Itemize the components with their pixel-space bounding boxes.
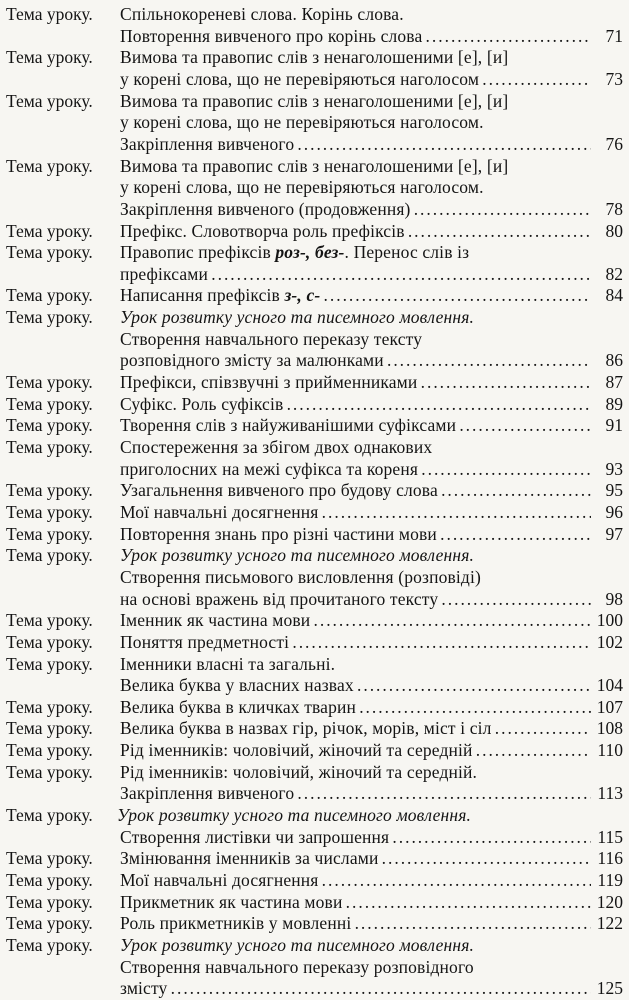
page-number: 71 xyxy=(605,25,623,46)
toc-entry xyxy=(0,306,629,328)
page-number: 102 xyxy=(596,631,623,652)
entry-title: Спостереження за збігом двох однакових xyxy=(120,437,433,457)
topic-label: Тема уроку. xyxy=(6,696,93,717)
topic-label: Тема уроку. xyxy=(6,913,93,934)
toc-entry xyxy=(0,544,629,566)
page-number: 100 xyxy=(596,610,623,631)
page-number: 95 xyxy=(605,480,623,501)
entry-title: Велика буква в кличках тварин . . . xyxy=(120,696,591,718)
page-number: 93 xyxy=(605,458,623,479)
topic-label: Тема уроку. xyxy=(6,718,93,739)
page-number: 78 xyxy=(605,198,623,219)
toc-entry xyxy=(0,90,629,112)
topic-label: Тема уроку. xyxy=(6,90,93,111)
page-number: 82 xyxy=(605,263,623,284)
page-number: 91 xyxy=(605,415,623,436)
toc-entry xyxy=(0,68,629,90)
toc-entry xyxy=(0,349,629,371)
toc-entry xyxy=(0,155,629,177)
entry-title: Суфікс. Роль суфіксів . . . xyxy=(120,393,591,415)
topic-label: Тема уроку. xyxy=(6,220,93,241)
entry-title: у корені слова, що не перевіряються наголосом. xyxy=(120,112,484,133)
entry-title: Узагальнення вивченого про будову слова . . . xyxy=(120,479,591,501)
entry-title: Іменники власні та загальні. xyxy=(120,653,336,674)
toc-entry xyxy=(0,717,629,739)
page-number: 120 xyxy=(596,891,623,912)
entry-title: Прикметник як частина мови . . . xyxy=(120,891,591,913)
topic-label: Тема уроку. xyxy=(6,393,93,414)
toc-entry xyxy=(0,739,629,761)
toc-entry xyxy=(0,847,629,869)
entry-title: Мої навчальні досягнення . . . xyxy=(120,501,591,523)
topic-label: Тема уроку. xyxy=(6,242,93,263)
entry-title: Вимова та правопис слів з ненаголошеними [е], [и] xyxy=(120,155,509,176)
toc-entry xyxy=(0,3,629,25)
entry-title: Повторення вивченого про корінь слова . . . xyxy=(120,25,591,47)
entry-title xyxy=(120,284,591,306)
entry-title-part: . Перенос слів із xyxy=(344,242,470,263)
page-number: 113 xyxy=(597,783,623,804)
toc-entry xyxy=(0,25,629,47)
topic-label: Тема уроку. xyxy=(6,372,93,393)
page-number: 89 xyxy=(605,393,623,414)
entry-title: Вимова та правопис слів з ненаголошеними [е], [и] xyxy=(120,90,509,111)
toc-entry xyxy=(0,263,629,285)
topic-label: Тема уроку. xyxy=(6,480,93,501)
entry-title: Спільнокореневі слова. Корінь слова. xyxy=(120,4,404,24)
entry-title: Створення письмового висловлення (розповіді) xyxy=(120,566,481,587)
page-number: 73 xyxy=(605,68,623,89)
entry-title: у корені слова, що не перевіряються наголосом. xyxy=(120,177,484,198)
page-number: 125 xyxy=(596,978,623,999)
toc-entry xyxy=(0,220,629,242)
entry-title: Рід іменників: чоловічий, жіночий та середній. xyxy=(120,761,478,782)
topic-label: Тема уроку. xyxy=(6,761,93,782)
toc-entry xyxy=(0,328,629,350)
entry-title: Мої навчальні досягнення . . . xyxy=(120,869,591,891)
topic-label: Тема уроку. xyxy=(6,610,93,631)
entry-title-part: Правопис префіксів xyxy=(120,242,276,263)
page-number: 108 xyxy=(596,718,623,739)
toc-entry xyxy=(0,501,629,523)
toc-entry xyxy=(0,176,629,198)
entry-title: Поняття предметності . . . xyxy=(120,631,591,653)
toc-entry xyxy=(0,891,629,913)
entry-title: Створення навчального переказу тексту xyxy=(120,328,423,349)
entry-title: Закріплення вивченого . . . xyxy=(120,782,591,804)
topic-label: Тема уроку. xyxy=(6,501,93,522)
toc-entry xyxy=(0,588,629,610)
toc-entry xyxy=(0,912,629,934)
toc-entry xyxy=(0,609,629,631)
toc-entry xyxy=(0,458,629,480)
page-number: 119 xyxy=(597,870,623,890)
topic-label: Тема уроку. xyxy=(6,653,93,674)
toc-entry xyxy=(0,284,629,306)
entry-title: Закріплення вивченого (продовження) . . . xyxy=(120,198,591,220)
page-number: 86 xyxy=(605,350,623,371)
entry-title: Створення листівки чи запрошення . . . xyxy=(120,826,591,848)
toc-entry xyxy=(0,956,629,978)
topic-label: Тема уроку. xyxy=(6,740,93,761)
toc-entry xyxy=(0,761,629,783)
topic-label: Тема уроку. xyxy=(6,285,93,306)
topic-label: Тема уроку. xyxy=(6,4,93,24)
prefix-emphasis: з-, с- xyxy=(284,285,321,306)
entry-title: Урок розвитку усного та писемного мовлення. xyxy=(117,805,472,826)
topic-label: Тема уроку. xyxy=(6,934,93,955)
page-number: 115 xyxy=(597,826,623,847)
page-number: 110 xyxy=(597,740,623,761)
entry-title: Урок розвитку усного та писемного мовлення. xyxy=(120,934,475,955)
topic-label: Тема уроку. xyxy=(6,805,93,826)
entry-title: у корені слова, що не перевіряються наголосом . . . xyxy=(120,68,591,90)
page-number: 80 xyxy=(605,220,623,241)
page-number: 97 xyxy=(605,523,623,544)
entry-title: приголосних на межі суфікса та кореня . . . xyxy=(120,458,591,480)
entry-title: Велика буква у власних назвах . . . xyxy=(120,674,591,696)
entry-title: Рід іменників: чоловічий, жіночий та середній . . . xyxy=(120,739,591,761)
entry-title: Префікс. Словотворча роль префіксів . . . xyxy=(120,220,591,242)
toc-entry xyxy=(0,653,629,675)
entry-title: Урок розвитку усного та писемного мовлення. xyxy=(120,545,475,566)
entry-title: Урок розвитку усного та писемного мовлення. xyxy=(120,307,475,328)
page-number: 87 xyxy=(605,372,623,393)
entry-title: на основі вражень від прочитаного тексту . . . xyxy=(120,588,591,610)
page-number: 122 xyxy=(596,913,623,934)
entry-title: змісту . . . xyxy=(120,977,591,999)
topic-label: Тема уроку. xyxy=(6,891,93,912)
topic-label: Тема уроку. xyxy=(6,47,93,68)
toc-entry xyxy=(0,111,629,133)
toc-entry xyxy=(0,804,629,826)
toc-entry xyxy=(0,826,629,848)
toc-entry xyxy=(0,198,629,220)
entry-title: Творення слів з найуживанішими суфіксами . . . xyxy=(120,414,591,436)
entry-title: префіксами . . . xyxy=(120,263,591,285)
entry-title-part: Написання префіксів xyxy=(120,285,285,306)
topic-label: Тема уроку. xyxy=(6,848,93,869)
entry-title: Закріплення вивченого . . . xyxy=(120,133,591,155)
topic-label: Тема уроку. xyxy=(6,870,93,890)
entry-title: Іменник як частина мови . . . xyxy=(120,609,591,631)
entry-title: Префікси, співзвучні з прийменниками . . . xyxy=(120,371,591,393)
entry-title: Створення навчального переказу розповідного xyxy=(120,956,474,977)
toc-entry xyxy=(0,869,629,891)
page-number: 96 xyxy=(605,501,623,522)
toc-entry xyxy=(0,696,629,718)
toc-entry xyxy=(0,393,629,415)
toc-entry xyxy=(0,414,629,436)
toc-entry xyxy=(0,674,629,696)
entry-title: Вимова та правопис слів з ненаголошеними [е], [и] xyxy=(120,47,509,68)
page-number: 104 xyxy=(596,675,623,696)
page-number: 116 xyxy=(597,848,623,869)
entry-title: розповідного змісту за малюнками . . . xyxy=(120,349,591,371)
topic-label: Тема уроку. xyxy=(6,523,93,544)
page-number: 98 xyxy=(605,588,623,609)
page-number: 84 xyxy=(605,285,623,306)
page-number: 107 xyxy=(596,696,623,717)
entry-title: Роль прикметників у мовленні . . . xyxy=(120,912,591,934)
topic-label: Тема уроку. xyxy=(6,415,93,436)
toc-entry xyxy=(0,371,629,393)
prefix-emphasis: роз-, без- xyxy=(275,242,345,263)
toc-entry xyxy=(0,631,629,653)
toc-entry xyxy=(0,523,629,545)
page-number: 76 xyxy=(605,133,623,154)
entry-title: Змінювання іменників за числами . . . xyxy=(120,847,591,869)
toc-entry xyxy=(0,436,629,458)
toc-entry xyxy=(0,133,629,155)
toc-entry xyxy=(0,782,629,804)
toc-entry xyxy=(0,934,629,956)
topic-label: Тема уроку. xyxy=(6,155,93,176)
toc-entry xyxy=(0,241,629,263)
topic-label: Тема уроку. xyxy=(6,307,93,328)
entry-title xyxy=(120,241,469,263)
toc-entry xyxy=(0,566,629,588)
toc-entry xyxy=(0,977,629,999)
topic-label: Тема уроку. xyxy=(6,545,93,566)
toc-entry xyxy=(0,479,629,501)
topic-label: Тема уроку. xyxy=(6,631,93,652)
entry-title: Велика буква в назвах гір, річок, морів, міст і сіл . . . xyxy=(120,717,591,739)
toc-entry xyxy=(0,46,629,68)
entry-title: Повторення знань про різні частини мови . . . xyxy=(120,523,591,545)
topic-label: Тема уроку. xyxy=(6,437,93,457)
